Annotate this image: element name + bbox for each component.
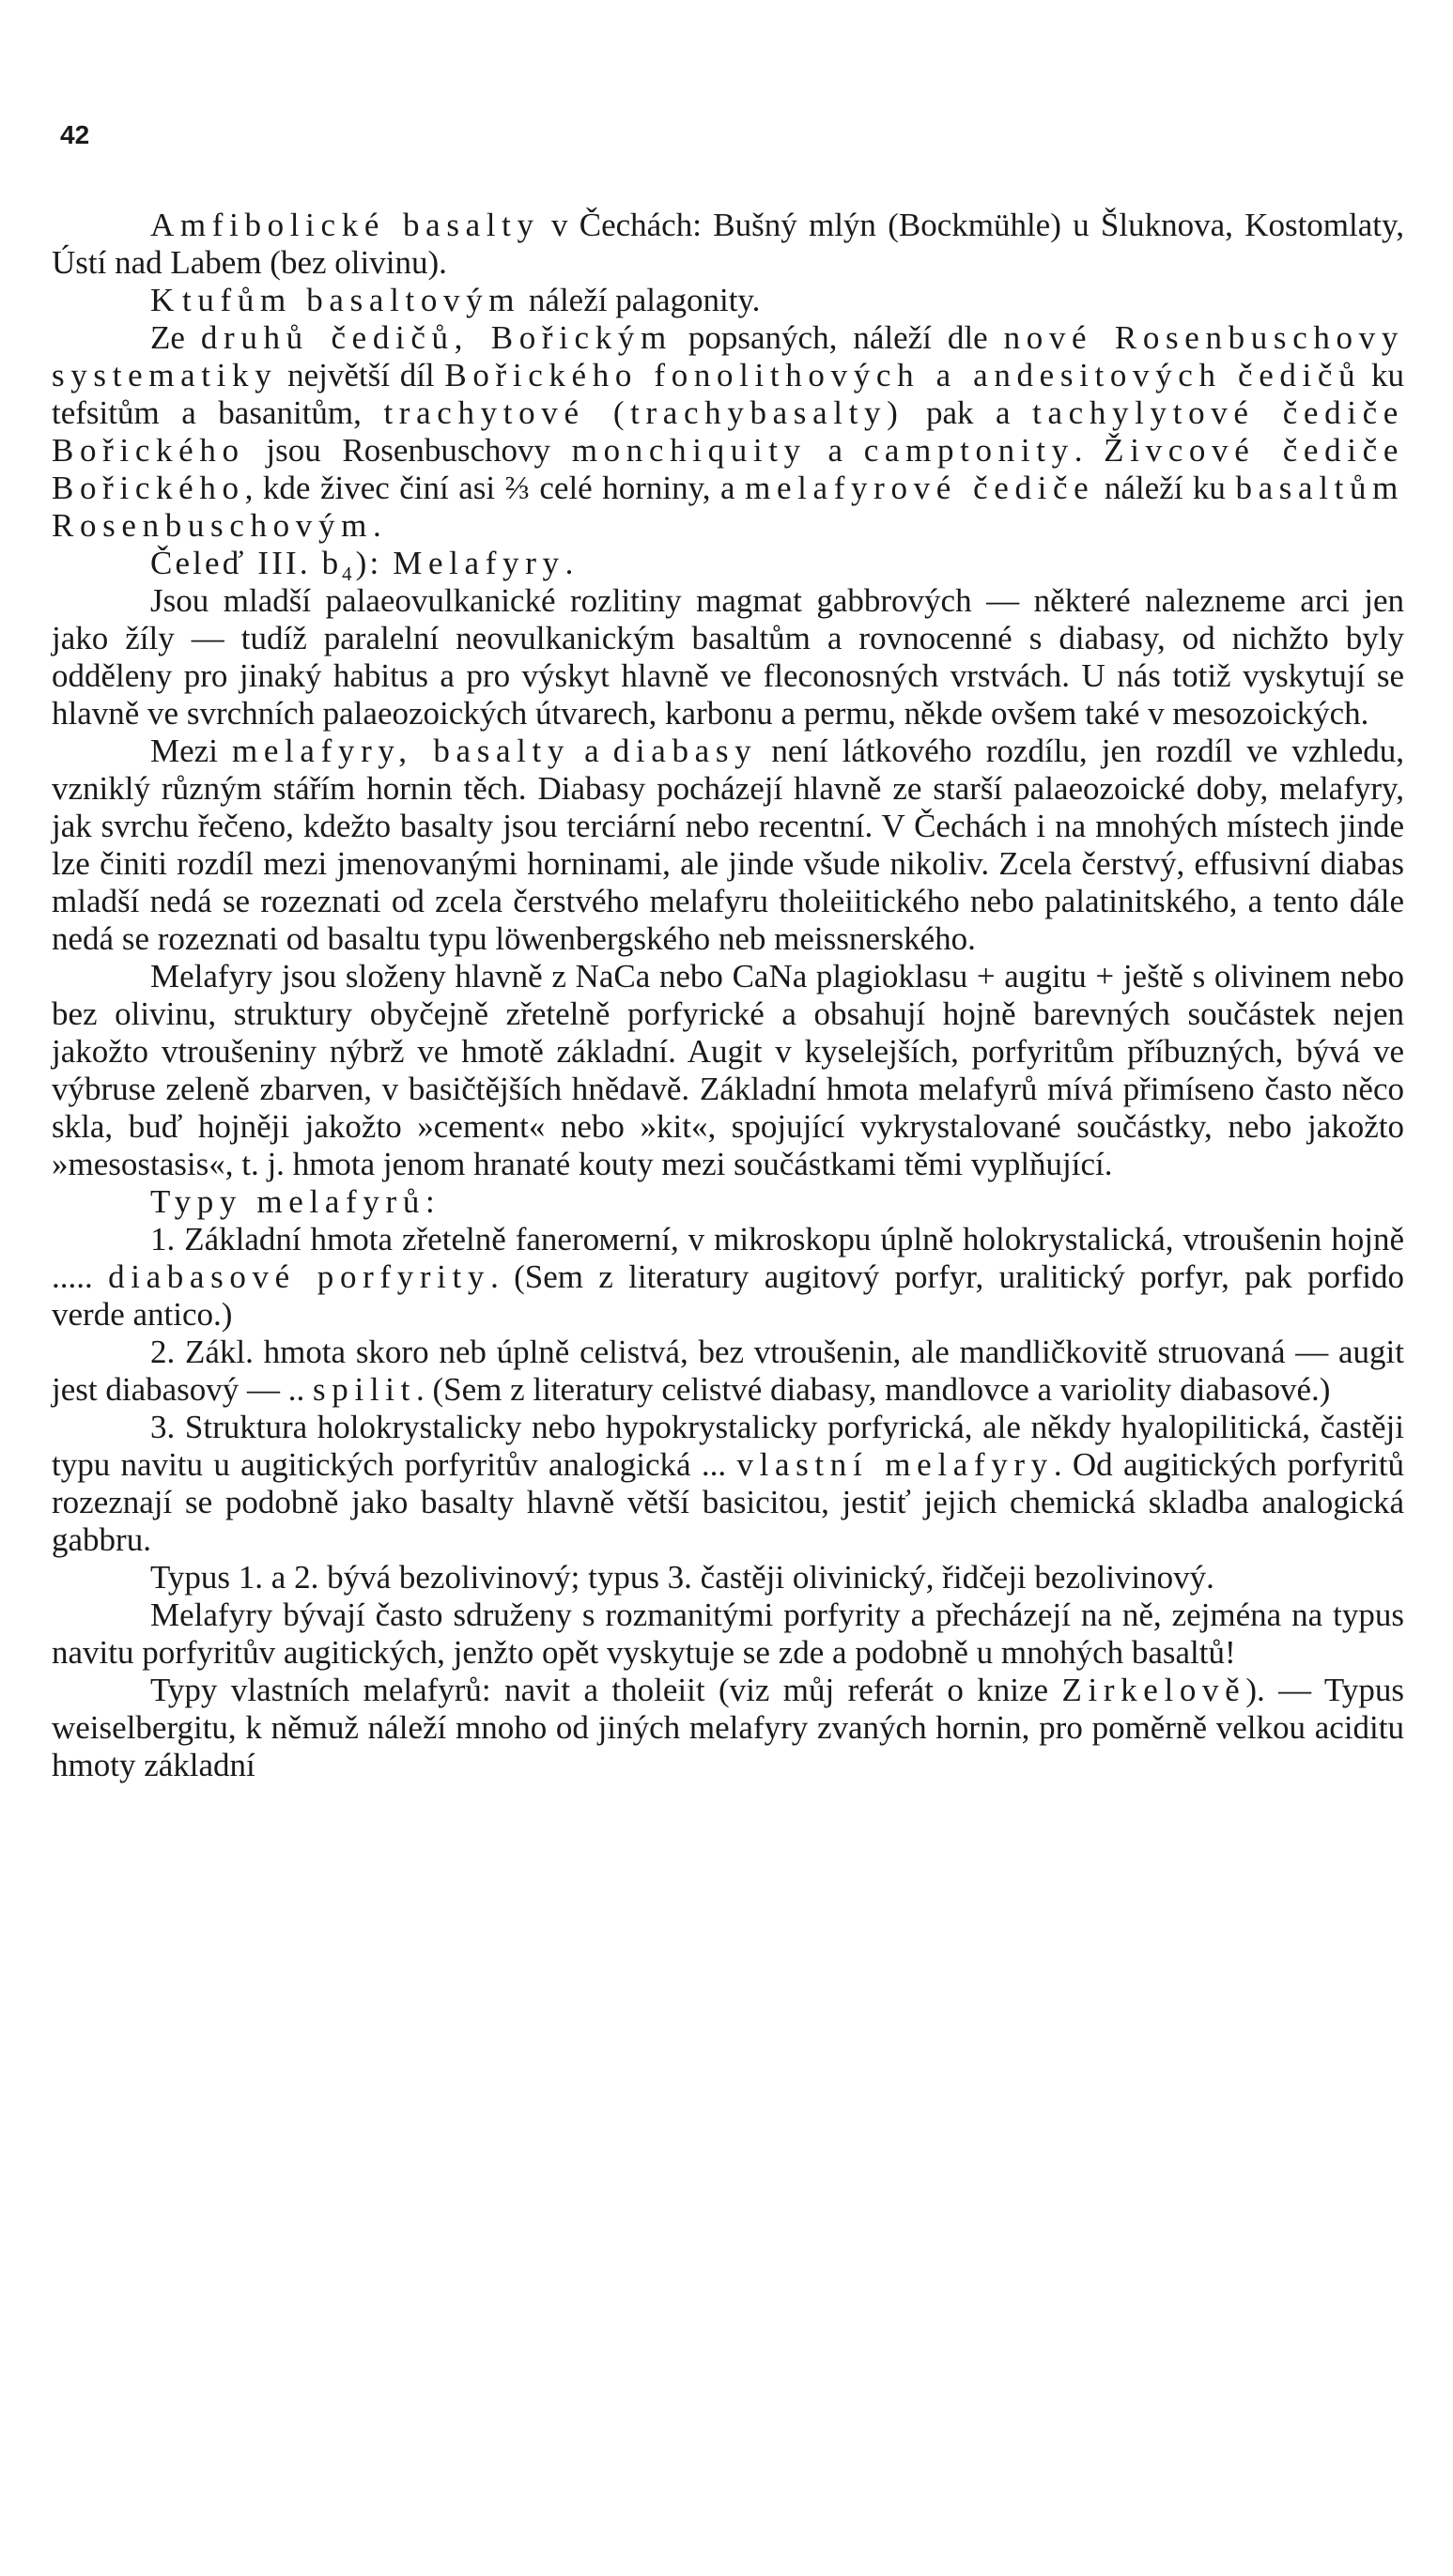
text-run: Ze xyxy=(150,319,201,356)
spaced-term: vlastní melafyry xyxy=(736,1446,1054,1483)
paragraph-typ1 xyxy=(52,1221,1404,1334)
text-run: největší díl xyxy=(277,357,445,393)
paragraph-mladsi xyxy=(52,582,1404,733)
text-run: 1. Základní hmota zřetelně fanerомerní, v mikroskopu úplně holokrystalická, vtroušenin hojně ..... xyxy=(52,1221,1404,1295)
spaced-term: spilit xyxy=(313,1371,416,1408)
text-run: K xyxy=(150,282,183,318)
spaced-term: tufům basaltovým xyxy=(182,282,521,318)
text-run: není látkového rozdílu, jen rozdíl ve vzhledu, vzniklý různým stářím hornin těch. Diabasy pocházejí hlavně ze starší palaeozoické doby, melafyry, jak svrchu řečeno, kdežto basalty jsou terciární nebo recentní. V Čechách i na mnohých místech jinde lze činiti rozdíl mezi jmenovanými horninami, ale jinde všude nikoliv. Zcela čerstvý, effusivní diabas mladší nedá se rozeznati od zcela čerstvého melafyru tholeiitického nebo palatinitského, a tento dále nedá se rozeznati od basaltu typu löwenbergského neb meissnerského. xyxy=(52,733,1404,957)
text-run: Mezi xyxy=(150,733,232,769)
text-run: . (Sem z literatury celistvé diabasy, mandlovce a variolity diabasové.) xyxy=(415,1371,1331,1408)
text-run: . (Sem z literatury augitový porfyr, uralitický porfyr, pak porfido verde antico.) xyxy=(52,1258,1405,1333)
spaced-term: Zirkelově xyxy=(1061,1672,1246,1708)
spaced-term: diabasové porfyrity xyxy=(108,1258,491,1295)
paragraph-celed xyxy=(52,545,1404,582)
spaced-term: tachylytové čediče Bořického xyxy=(52,394,1404,469)
spaced-term: diabasy xyxy=(612,733,758,769)
text-run: ). — Typus weiselbergitu, k němuž náleží mnoho od jiných melafyry zvaných hornin, pro poměrně velkou aciditu hmoty základní xyxy=(52,1672,1404,1783)
text-run: popsaných, náleží dle xyxy=(672,319,1004,356)
text-run: Jsou mladší palaeovulkanické rozlitiny magmat gabbrových — některé nalezneme arci jen jako žíly — tudíž paralelní neovulkanickým basaltům a rovnocenné s diabasy, od nichžto byly odděleny pro jinaký habitus a pro výskyt hlavně ve fleconosných vrstvách. U nás totiž vyskytují se hlavně ve svrchních palaeozoických útvarech, karbonu a permu, někde ovšem také v mesozoických. xyxy=(52,582,1404,732)
paragraph-typ2 xyxy=(52,1334,1404,1409)
paragraph-vlastni xyxy=(52,1672,1404,1784)
spaced-term: monchiquity xyxy=(571,432,807,469)
spaced-term: camptonity xyxy=(863,432,1074,469)
spaced-term: Živcové čediče Bořického xyxy=(52,432,1404,506)
text-run: náleží palagonity. xyxy=(520,282,761,318)
text-run: jsou Rosenbuschovy xyxy=(244,432,572,469)
paragraph-typ3 xyxy=(52,1409,1404,1559)
paragraph-slozeni xyxy=(52,958,1404,1183)
text-run: . xyxy=(372,507,381,544)
text-run: pak a xyxy=(904,394,1033,431)
text-run: 3. Struktura holokrystalicky nebo hypokrystalicky porfyrická, ale někdy hyalopilitická, častěji typu navitu u augitických porfyritův analogická ... xyxy=(52,1409,1404,1483)
page-number: 42 xyxy=(60,120,90,149)
text-run: 2. Zákl. hmota skoro neb úplně celistvá, bez vtroušenin, ale mandličkovitě struovaná — augit jest diabasový — .. xyxy=(52,1334,1404,1408)
text-run: a xyxy=(806,432,864,469)
text-run: náleží ku xyxy=(1094,470,1236,506)
spaced-term: basaltům Rosenbuschovým xyxy=(52,470,1404,544)
text-run: ku tefsitům a basanitům, xyxy=(52,357,1404,431)
spaced-term: Amfibolické basalty xyxy=(150,207,540,243)
spaced-term: trachytové (trachybasalty) xyxy=(383,394,904,431)
paragraph-sdruzeny xyxy=(52,1597,1404,1672)
text-run: v Čechách: Bušný mlýn (Bockmühle) u Šluknova, Kostomlaty, Ústí nad Labem (bez olivinu). xyxy=(52,207,1404,281)
spaced-term: nové Rosenbuschovy systematiky xyxy=(52,319,1404,393)
paragraph-amfibolicke xyxy=(52,207,1404,282)
paragraph-typus xyxy=(52,1559,1404,1597)
spaced-term: Bořického fonolithových a andesitových čedičů xyxy=(444,357,1362,393)
text-run: Melafyry bývají často sdruženy s rozmanitými porfyrity a přecházejí na ně, zejména na typus navitu porfyritův augitických, jenžto opět vyskytuje se zde a podobně u mnohých basaltů! xyxy=(52,1597,1404,1671)
paragraph-rozdil xyxy=(52,733,1404,958)
text-run: . xyxy=(1074,432,1105,469)
spaced-term: Melafyry xyxy=(393,545,565,581)
paragraph-tufy xyxy=(52,282,1404,319)
paragraph-typy-heading xyxy=(52,1183,1404,1221)
paragraph-druhy-cedicu xyxy=(52,319,1404,545)
body-text xyxy=(52,207,1404,1784)
text-run: Melafyry jsou složeny hlavně z NaCa nebo CaNa plagioklasu + augitu + ještě s olivinem nebo bez olivinu, struktury obyčejně zřetelně porfyrické a obsahují hojně barevných součástek nejen jakožto vtroušeniny nýbrž ve hmotě základní. Augit v kyselejších, porfyritům příbuzných, bývá ve výbruse zeleně zbarven, v basičtějších hnědavě. Základní hmota melafyrů mívá přimíseno často něco skla, buď hojněji jakožto »cement« nebo »kit«, spojující vykrystalované součástky, nebo jakožto »mesostasis«, t. j. hmota jenom hranaté kouty mezi součástkami těmi vyplňující. xyxy=(52,958,1404,1182)
spaced-term: melafyrové čediče xyxy=(745,470,1095,506)
text-run: . xyxy=(564,545,574,581)
spaced-term: druhů čedičů, Bořickým xyxy=(200,319,672,356)
text-run: Typy vlastních melafyrů: navit a tholeiit (viz můj referát o knize xyxy=(150,1672,1062,1708)
text-run: Typus 1. a 2. bývá bezolivinový; typus 3. častěji olivinický, řidčeji bezolivinový. xyxy=(150,1559,1214,1596)
section-heading: Čeleď III. b₄): xyxy=(150,545,394,581)
text-run: . Od augitických porfyritů rozeznají se podobně jako basalty hlavně větší basicitou, jestiť jejich chemická skladba analogická gabbru. xyxy=(52,1446,1404,1558)
spaced-term: Typy melafyrů xyxy=(150,1183,425,1220)
text-run: : xyxy=(425,1183,435,1220)
spaced-term: melafyry, basalty xyxy=(232,733,571,769)
text-run: , kde živec činí asi ⅔ celé horniny, a xyxy=(244,470,746,506)
text-run: a xyxy=(570,733,613,769)
